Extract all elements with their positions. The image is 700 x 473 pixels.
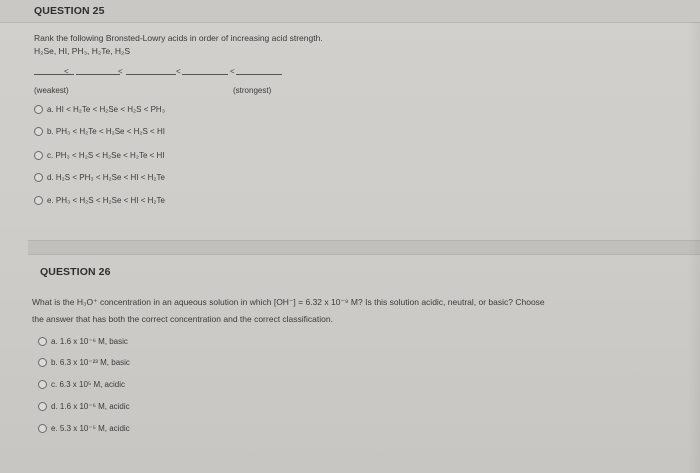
option-label: d. 1.6 x 10⁻⁶ M, acidic [51, 402, 130, 411]
less-than-2: < [118, 67, 123, 76]
q26-option-d[interactable] [38, 402, 130, 411]
strongest-label: (strongest) [233, 86, 272, 95]
option-label: b. 6.3 x 10⁻²³ M, basic [51, 358, 130, 367]
radio-button[interactable] [38, 358, 47, 367]
radio-button[interactable] [38, 402, 47, 411]
option-label: e. 5.3 x 10⁻⁵ M, acidic [51, 424, 130, 433]
less-than-1: < [64, 67, 69, 76]
question-25-acid-list: H₂Se, HI, PH₃, H₂Te, H₂S [34, 46, 131, 56]
radio-button[interactable] [38, 337, 47, 346]
option-label: b. PH₃ < H₂Te < H₂Se < H₂S < HI [47, 127, 165, 136]
rank-blank-5 [236, 74, 282, 75]
separator-line-bottom [28, 254, 700, 255]
option-label: a. 1.6 x 10⁻⁶ M, basic [51, 337, 128, 346]
radio-button[interactable] [34, 105, 43, 114]
radio-button[interactable] [34, 127, 43, 136]
q25-option-c[interactable] [34, 151, 165, 160]
screen-edge-shade [688, 22, 700, 473]
radio-button[interactable] [38, 424, 47, 433]
option-label: c. PH₃ < H₂S < H₂Se < H₂Te < HI [47, 151, 165, 160]
rank-blank-3 [126, 74, 176, 75]
option-label: d. H₂S < PH₃ < H₂Se < HI < H₂Te [47, 173, 165, 182]
question-separator [28, 240, 700, 254]
q25-option-b[interactable] [34, 127, 165, 136]
q26-option-e[interactable] [38, 424, 130, 433]
weakest-label: (weakest) [34, 86, 69, 95]
radio-button[interactable] [38, 380, 47, 389]
rank-blank-2 [76, 74, 120, 75]
radio-button[interactable] [34, 173, 43, 182]
q26-option-a[interactable] [38, 337, 128, 346]
q25-option-e[interactable] [34, 196, 165, 205]
option-label: a. HI < H₂Te < H₂Se < H₂S < PH₃ [47, 105, 165, 114]
radio-button[interactable] [34, 196, 43, 205]
question-26-prompt-line1: What is the H₃O⁺ concentration in an aqueous solution in which [OH⁻] = 6.32 x 10⁻⁹ M? Is this solution acidic, neutral, or basic? Choose [32, 297, 545, 307]
question-25-prompt: Rank the following Bronsted-Lowry acids in order of increasing acid strength. [34, 33, 323, 43]
question-26-prompt-line2: the answer that has both the correct concentration and the correct classification. [32, 314, 333, 324]
rank-blank-4 [182, 74, 228, 75]
radio-button[interactable] [34, 151, 43, 160]
q25-option-a[interactable] [34, 105, 165, 114]
option-label: c. 6.3 x 10⁵ M, acidic [51, 380, 126, 389]
less-than-4: < [230, 67, 235, 76]
question-25-title: QUESTION 25 [34, 5, 105, 17]
less-than-3: < [176, 67, 181, 76]
q26-option-c[interactable] [38, 380, 125, 389]
question-25-header [0, 0, 700, 23]
separator-line-top [28, 240, 700, 241]
q26-option-b[interactable] [38, 358, 130, 367]
q25-option-d[interactable] [34, 173, 165, 182]
option-label: e. PH₃ < H₂S < H₂Se < HI < H₂Te [47, 196, 165, 205]
question-26-title: QUESTION 26 [40, 266, 111, 278]
